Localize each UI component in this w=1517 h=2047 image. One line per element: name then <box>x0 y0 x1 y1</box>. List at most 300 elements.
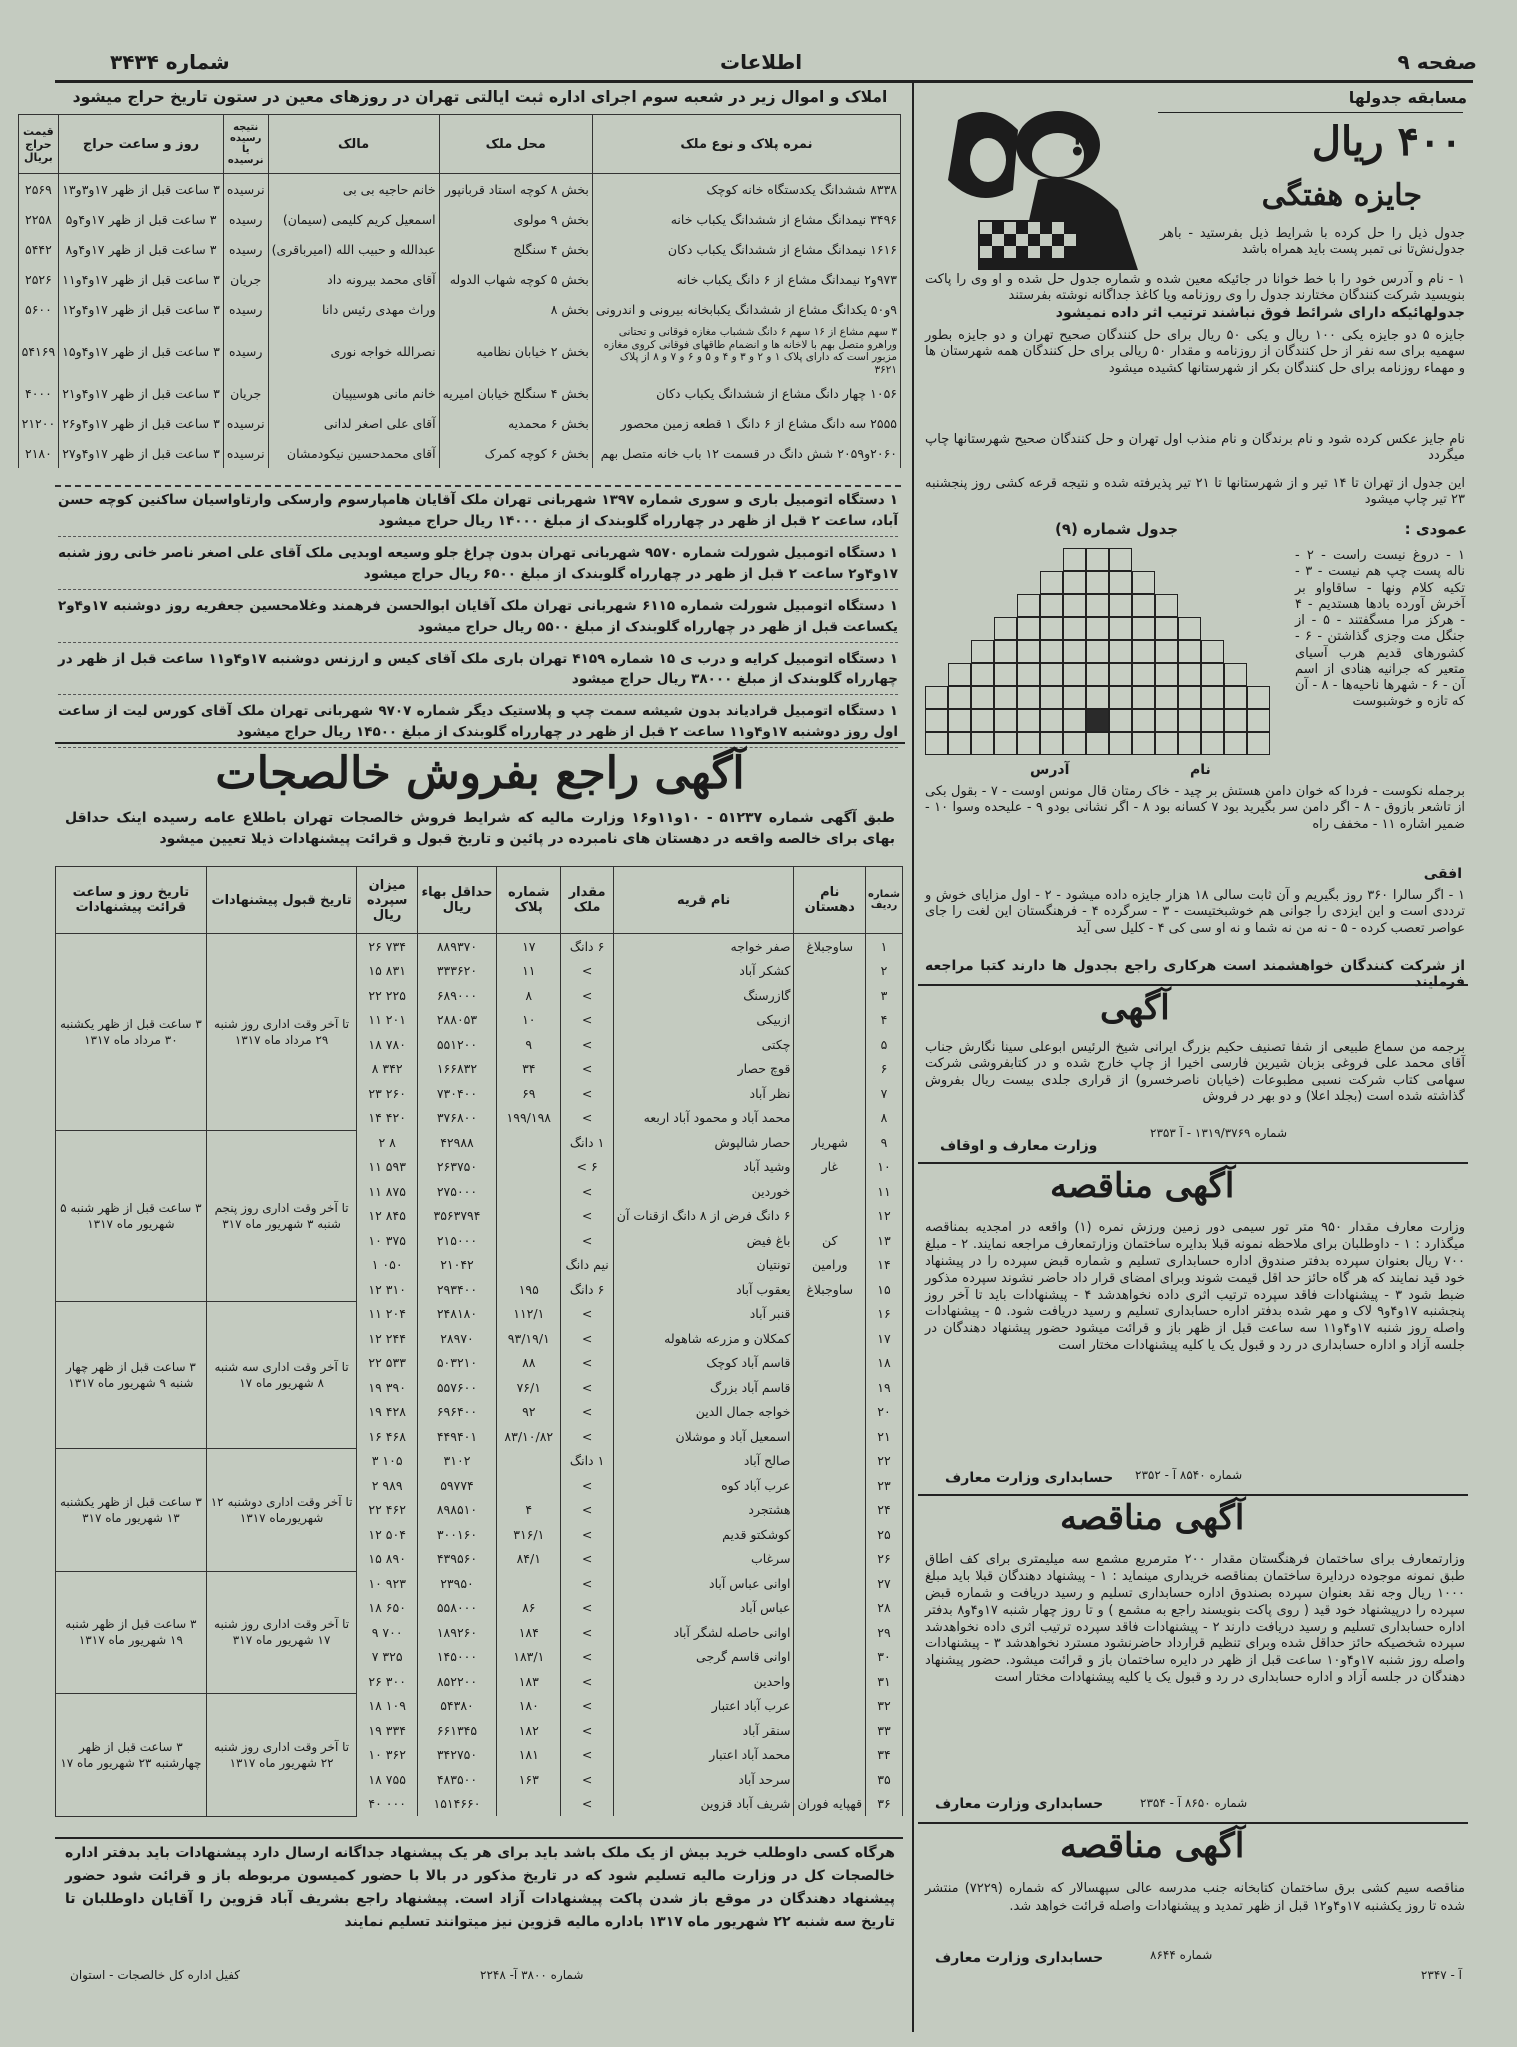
crossword-cell[interactable] <box>1132 663 1155 686</box>
crossword-cell[interactable] <box>1017 594 1040 617</box>
crossword-cell[interactable] <box>1155 686 1178 709</box>
khalesejat-cell: ۳۲ <box>866 1694 903 1719</box>
crossword-cell[interactable] <box>1086 548 1109 571</box>
khalesejat-date-read: ۳ ساعت قبل از ظهر چهارشنبه ۲۳ شهریور ماه ۱۷ <box>56 1694 207 1817</box>
crossword-cell[interactable] <box>1247 686 1270 709</box>
khalesejat-cell: عباس آباد <box>613 1596 794 1621</box>
khalesejat-cell <box>794 1032 866 1057</box>
khalesejat-cell: ۷۵۵ ۱۸ <box>357 1767 417 1792</box>
khalesejat-cell: ۲۶۰ ۲۳ <box>357 1081 417 1106</box>
property-cell: ۴۰۰۰ <box>18 378 59 408</box>
khalesejat-cell: نیم دانگ <box>561 1253 613 1278</box>
khalesejat-cell: > <box>561 1620 613 1645</box>
khalesejat-cell <box>497 1792 561 1817</box>
crossword-cell[interactable] <box>1178 709 1201 732</box>
khalesejat-cell: ۸۶ <box>497 1596 561 1621</box>
khalesejat-cell <box>794 959 866 984</box>
name-field-label: نام <box>1190 762 1211 778</box>
khalesejat-cell: ۷۶/۱ <box>497 1375 561 1400</box>
khalesejat-cell: > <box>561 1228 613 1253</box>
khalesejat-cell: ۳۳۳۶۲۰ <box>417 959 496 984</box>
property-cell: ۲۵۵۵ سه دانگ مشاع از ۶ دانگ ۱ قطعه زمین محصور <box>592 408 900 438</box>
crossword-cell[interactable] <box>1063 686 1086 709</box>
notice1-title: آگهی <box>1100 988 1170 1028</box>
khalesejat-cell <box>794 1008 866 1033</box>
khalesejat-cell: ۲۷۵۰۰۰ <box>417 1179 496 1204</box>
property-cell: عبدالله و حبیب الله (امیرباقری) <box>268 234 439 264</box>
crossword-cell[interactable] <box>1040 571 1063 594</box>
crossword-cell[interactable] <box>1086 709 1109 732</box>
crossword-cell[interactable] <box>1040 709 1063 732</box>
khalesejat-cell: ۲۰۱ ۱۱ <box>357 1008 417 1033</box>
crossword-cell[interactable] <box>1086 640 1109 663</box>
crossword-cell[interactable] <box>1132 594 1155 617</box>
crossword-cell[interactable] <box>1178 663 1201 686</box>
crossword-cell[interactable] <box>971 732 994 755</box>
crossword-cell[interactable] <box>994 640 1017 663</box>
notice2-ref: شماره ۸۵۴۰ آ - ۲۳۵۲ <box>1135 1468 1243 1482</box>
property-cell: ۸۳۳۸ ششدانگ یکدستگاه خانه کوچک <box>592 174 900 205</box>
khalesejat-cell <box>794 1743 866 1768</box>
property-cell: ۳ ساعت قبل از ظهر ۱۷و۳و۱۳ <box>59 174 224 205</box>
khalesejat-cell: ۲۵ <box>866 1522 903 1547</box>
khalesejat-cell: اسمعیل آباد و موشلان <box>613 1424 794 1449</box>
khalesejat-cell: ۳۱ <box>866 1669 903 1694</box>
khalesejat-cell: ۱۵۱۴۶۶۰ <box>417 1792 496 1817</box>
vertical-clues: ۱ - دروغ نیست راست - ۲ - ناله پست چپ هم نیست - ۳ - تکیه کلام ونها - ساقاواو بر آخرش آورده بادها هستدیم - ۴ - هرکز مرا مسگفتند - ۵ - از جنگل مت وجزی گذاشتن - ۶ - کشورهای قدیم هرب آسیای متعیر که جرانیه هنادی از اسم آن - ۶ - شهرها ناحیه‌ها - ۸ - آن که تازه و خوشبوست <box>1295 548 1466 710</box>
property-cell: رسیده <box>223 204 268 234</box>
rule-1 <box>918 984 1468 986</box>
khalesejat-cell: ۴ <box>866 1008 903 1033</box>
crossword-cell[interactable] <box>1017 640 1040 663</box>
vehicle-item: ۱ دستگاه اتومبیل باری و سوری شماره ۱۳۹۷ شهربانی تهران ملک آقایان هامپارسوم وارسکی وارتاواسیان ساکنین کوچه حسن آباد، ساعت ۲ قبل از ظهر در چهارراه گلوبندک از مبلغ ۱۴۰۰۰ ریال حراج میشود <box>58 490 898 537</box>
khalesejat-cell: ۸۹۰ ۱۵ <box>357 1547 417 1572</box>
property-cell: ۳ ساعت قبل از ظهر ۱۷و۴و۱۵ <box>59 324 224 378</box>
khalesejat-date-accept: تا آخر وقت اداری دوشنبه ۱۲ شهریورماه ۱۳۱۷ <box>206 1449 357 1572</box>
vehicle-item: ۱ دستگاه اتومبیل شورلت شماره ۹۵۷۰ شهربانی تهران بدون چراغ جلو وسیعه اوبدیی ملک آقای علی اصغر ناصر خانی روز شنبه ۱۷و۴و۲ ساعت ۲ قبل از ظهر در چهارراه گلوبندک از مبلغ ۶۵۰۰ ریال حراج میشود <box>58 543 898 590</box>
khalesejat-cell <box>794 1669 866 1694</box>
crossword-cell[interactable] <box>1201 640 1224 663</box>
crossword-cell[interactable] <box>1086 686 1109 709</box>
crossword-cell[interactable] <box>1017 686 1040 709</box>
khalesejat-cell: ۴۶۸ ۱۶ <box>357 1424 417 1449</box>
crossword-cell[interactable] <box>1224 709 1247 732</box>
khalesejat-date-read: ۳ ساعت قبل از ظهر شنبه ۱۹ شهریور ماه ۱۳۱۷ <box>56 1571 207 1694</box>
property-cell: ۳ سهم مشاع از ۱۶ سهم ۶ دانگ ششباب مغازه فوقانی و تحتانی وراهرو متصل بهم با لاخانه ها و انضمام طاقهای فوقانی کروی مغازه مزبور است که دارای پلاک ۱ و ۲ و ۳ و ۴ و ۵ و ۶ و ۷ و ۸ از پلاک ۳۶۲۱ <box>592 324 900 378</box>
khalesejat-cell: ۵۰۴ ۱۲ <box>357 1522 417 1547</box>
col-plate: نمره پلاک و نوع ملک <box>592 115 900 174</box>
crossword-cell[interactable] <box>948 709 971 732</box>
notice2-title: آگهی مناقصه <box>1050 1166 1235 1206</box>
khalesejat-cell: ۱۸۹۲۶۰ <box>417 1620 496 1645</box>
notice4-ref: شماره ۸۶۴۴ <box>1150 1948 1213 1962</box>
khalesejat-cell: > <box>561 1351 613 1376</box>
property-cell: بخش ۵ کوچه شهاب الدوله <box>439 264 592 294</box>
property-cell: ۳ ساعت قبل از ظهر ۱۷و۴و۲۶ <box>59 408 224 438</box>
crossword-cell[interactable] <box>1063 732 1086 755</box>
khalesejat-cell: ۳۱۰۲ <box>417 1449 496 1474</box>
property-cell: ۲۰۶۰و۲۰۵۹ شش دانگ در قسمت ۱۲ باب خانه متصل بهم <box>592 438 900 468</box>
crossword-cell[interactable] <box>1155 663 1178 686</box>
col-owner: مالک <box>268 115 439 174</box>
khalesejat-cell: ۵۵۱۲۰۰ <box>417 1032 496 1057</box>
khalesejat-cell: محمد آباد و محمود آباد اربعه <box>613 1106 794 1131</box>
crossword-cell[interactable] <box>971 709 994 732</box>
khalesejat-cell: ۹ <box>497 1032 561 1057</box>
crossword-cell[interactable] <box>1155 640 1178 663</box>
crossword-cell[interactable] <box>1247 709 1270 732</box>
khalesejat-cell: ۱۴ <box>866 1253 903 1278</box>
col-read-date: تاریخ روز و ساعت قرائت پیشنهادات <box>56 867 207 934</box>
khalesejat-cell: ۱۷ <box>497 934 561 959</box>
khalesejat-cell <box>794 1326 866 1351</box>
property-row <box>18 174 900 205</box>
khalesejat-cell: واحدین <box>613 1669 794 1694</box>
khalesejat-cell: ۳۰ <box>866 1645 903 1670</box>
khalesejat-cell: ۱ <box>866 934 903 959</box>
crossword-cell[interactable] <box>1155 594 1178 617</box>
khalesejat-cell <box>794 1204 866 1229</box>
chess-illustration <box>918 100 1158 278</box>
khalesejat-cell: ۱۶ <box>866 1302 903 1327</box>
khalesejat-cell: ۲۴۴ ۱۲ <box>357 1326 417 1351</box>
puzzle-prize-text: جایزه ۵ دو جایزه یکی ۱۰۰ ریال و یکی ۵۰ ریال برای حل کنندگان صحیح تهران و دو جایزه بطور سهمیه برای سه نفر از حل کنندگان از روزنامه و مقدار ۵۰ ریالی برای حل کنندگان همه شهرستان ها و مهماء روزنامه برای حل کنندگان بکر از شهرستانها کشیده میشود <box>925 328 1466 376</box>
khalesejat-cell: ۳۷۵ ۱۰ <box>357 1228 417 1253</box>
khalesejat-cell: ۰۵۰ ۱ <box>357 1253 417 1278</box>
khalesejat-cell: ۹۲۳ ۱۰ <box>357 1571 417 1596</box>
col-row-no: شماره ردیف <box>866 867 903 934</box>
property-cell: ۹و۵۰ یکدانگ مشاع از ششدانگ یکبابخانه بیرونی و اندرونی <box>592 294 900 324</box>
khalesejat-cell: ۳۵ <box>866 1767 903 1792</box>
property-table <box>18 114 901 468</box>
vehicle-item: ۱ دستگاه اتومبیل قرادیاند بدون شیشه سمت چپ و پلاستیک دیگر شماره ۹۷۰۷ شهربانی تهران ملک آقای کورس لیت از ساعت اول روز دوشنبه ۱۷و۴و۱۱ ساعت ۲ قبل از ظهر در چهارراه گلوبندک از مبلغ ۱۴۵۰۰ ریال حراج میشود <box>58 701 898 748</box>
khalesejat-cell: ۷۰۰ ۹ <box>357 1620 417 1645</box>
vehicle-list <box>58 490 898 754</box>
khalesejat-cell <box>497 1155 561 1180</box>
khalesejat-signature: کفیل اداره کل خالصجات - استوان <box>70 1968 240 1982</box>
property-cell: ۵۶۰۰ <box>18 294 59 324</box>
property-cell: ۲۵۲۶ <box>18 264 59 294</box>
crossword-cell[interactable] <box>1040 686 1063 709</box>
property-row <box>18 408 900 438</box>
khalesejat-cell: > <box>561 1057 613 1082</box>
crossword-cell[interactable] <box>1109 640 1132 663</box>
khalesejat-cell: قوچ حصار <box>613 1057 794 1082</box>
crossword-cell[interactable] <box>1155 709 1178 732</box>
crossword-cell[interactable] <box>1132 732 1155 755</box>
khalesejat-cell <box>794 1106 866 1131</box>
horizontal-label: افقی <box>1423 866 1462 882</box>
khalesejat-cell: > <box>561 1375 613 1400</box>
notice3-title: آگهی مناقصه <box>1060 1498 1245 1538</box>
khalesejat-cell: ۲۷ <box>866 1571 903 1596</box>
crossword-cell[interactable] <box>1086 732 1109 755</box>
khalesejat-cell: کمکلان و مزرعه شاهوله <box>613 1326 794 1351</box>
crossword-cell[interactable] <box>1224 663 1247 686</box>
property-cell: ۲۵۶۹ <box>18 174 59 205</box>
khalesejat-cell: ۱۰ <box>866 1155 903 1180</box>
property-cell: آقای محمدحسین نیکودمشان <box>268 438 439 468</box>
khalesejat-cell <box>794 1057 866 1082</box>
crossword-cell[interactable] <box>1086 594 1109 617</box>
crossword-cell[interactable] <box>1063 594 1086 617</box>
crossword-cell[interactable] <box>1132 640 1155 663</box>
crossword-cell[interactable] <box>1063 709 1086 732</box>
khalesejat-cell: ۳۱۰ ۱۲ <box>357 1277 417 1302</box>
crossword-cell[interactable] <box>1132 686 1155 709</box>
property-cell: وراث مهدی رئیس دانا <box>268 294 439 324</box>
khalesejat-cell: کوشکتو قدیم <box>613 1522 794 1547</box>
khalesejat-intro: طبق آگهی شماره ۵۱۲۳۷ - ۱۰و۱۱و۱۶ وزارت مالیه که شرایط فروش خالصجات تهران باطلاع عامه رسیده اینک حداقل بهای برای خالصه واقعه در دهستان های نامبرده در پائین و تاریخ قبول و قرائت پیشنهادات ذیلا تعیین میشود <box>65 810 895 847</box>
khalesejat-cell <box>794 1522 866 1547</box>
khalesejat-cell: گازرسنگ <box>613 983 794 1008</box>
khalesejat-cell: ۲۱۰۴۲ <box>417 1253 496 1278</box>
property-cell: ۵۴۴۲ <box>18 234 59 264</box>
khalesejat-cell: ۱۹۹/۱۹۸ <box>497 1106 561 1131</box>
crossword-cell[interactable] <box>1247 732 1270 755</box>
page-number: صفحه ۹ <box>1397 50 1477 74</box>
property-cell: بخش ۸ کوچه استاد قربانپور <box>439 174 592 205</box>
crossword-cell[interactable] <box>1017 617 1040 640</box>
crossword-cell[interactable] <box>1109 571 1132 594</box>
khalesejat-cell: > <box>561 1669 613 1694</box>
khalesejat-cell <box>794 1351 866 1376</box>
crossword-cell[interactable] <box>948 663 971 686</box>
crossword-cell[interactable] <box>1201 732 1224 755</box>
khalesejat-cell: ۰۰۰ ۴۰ <box>357 1792 417 1817</box>
crossword-cell[interactable] <box>1063 617 1086 640</box>
khalesejat-cell: ۱۱ <box>497 959 561 984</box>
col-price: قیمت حراج بریال <box>18 115 59 174</box>
khalesejat-cell: خوردین <box>613 1179 794 1204</box>
property-cell: نصرالله خواجه نوری <box>268 324 439 378</box>
khalesejat-cell: > <box>561 1302 613 1327</box>
khalesejat-cell: ۶۵۰ ۱۸ <box>357 1596 417 1621</box>
khalesejat-cell: باغ فیض <box>613 1228 794 1253</box>
khalesejat-date-read: ۳ ساعت قبل از ظهر یکشنبه ۳۰ مرداد ماه ۱۳۱۷ <box>56 934 207 1131</box>
crossword-cell[interactable] <box>1017 709 1040 732</box>
crossword-cell[interactable] <box>925 709 948 732</box>
khalesejat-row <box>56 934 903 959</box>
khalesejat-cell: > <box>561 1522 613 1547</box>
crossword-cell[interactable] <box>994 709 1017 732</box>
crossword-cell[interactable] <box>1178 617 1201 640</box>
crossword-cell[interactable] <box>971 663 994 686</box>
crossword-grid[interactable] <box>925 548 1285 758</box>
col-district: نام دهستان <box>794 867 866 934</box>
khalesejat-cell: ۶۶۱۳۴۵ <box>417 1718 496 1743</box>
khalesejat-cell <box>794 1081 866 1106</box>
crossword-cell[interactable] <box>994 617 1017 640</box>
property-cell: ۱۶۱۶ نیمدانگ مشاع از ششدانگ یکباب دکان <box>592 234 900 264</box>
crossword-cell[interactable] <box>1063 548 1086 571</box>
property-row <box>18 294 900 324</box>
khalesejat-cell: ۲۴۸۱۸۰ <box>417 1302 496 1327</box>
col-auction-date: روز و ساعت حراج <box>59 115 224 174</box>
khalesejat-cell: ۲۶۳۷۵۰ <box>417 1155 496 1180</box>
crossword-cell[interactable] <box>1178 686 1201 709</box>
property-cell: ۲۱۲۰۰ <box>18 408 59 438</box>
property-cell: جریان <box>223 378 268 408</box>
crossword-cell[interactable] <box>994 732 1017 755</box>
crossword-cell[interactable] <box>1040 663 1063 686</box>
property-cell: ۱۰۵۶ چهار دانگ مشاع از ششدانگ یکباب دکان <box>592 378 900 408</box>
property-cell: خانم حاجیه بی بی <box>268 174 439 205</box>
crossword-cell[interactable] <box>994 663 1017 686</box>
khalesejat-cell: ۱۸۲ <box>497 1718 561 1743</box>
crossword-cell[interactable] <box>1109 732 1132 755</box>
khalesejat-cell: > <box>561 959 613 984</box>
khalesejat-cell: > <box>561 1596 613 1621</box>
crossword-cell[interactable] <box>1109 594 1132 617</box>
notice3-body: وزارتمعارف برای ساختمان فرهنگستان مقدار ۲۰۰ مترمربع مشمع سه میلیمتری برای کف اطاق طبق نمونه موجوده دردایرة ساختمان بمناقصه خریداری مینماید : ۱ - پیشنهاد دهندگان قبلا باید مبلغ ۱۰۰۰ ریال وجه نقد بعنوان سپرده بصندوق اداره حسابداری تسلیم و رسید دریافت و شماره قبض سپرده را درپیشنهاد خود قید ( روی پاکت بنویسند راجع به مشمع ) و تا روز چهار شنبه ۱۷و۴و۸ بدفتر اداره حسابداری تسلیم و رسید دریافت دارند ۲ - پیشنهادات فاقد سپرده ترتیب اثری داده نخواهدشد سپرده شخصیکه حائز حداقل شده وبرای تنظیم قرارداد حاضرنشود مسترد نخواهدشد ۳ - پیشنهادات واصله روز شنبه ۱۷و۴و۱۰ ساعت قبل از ظهر در دایره ساختمان باز و قرائت میشود. حضور پیشنهاد دهندگان در جلسه آزاد و اداره حسابداری در رد و قبول یک یا کلیه پیشنهادات مختار است <box>925 1552 1466 1686</box>
crossword-cell[interactable] <box>1178 732 1201 755</box>
crossword-cell[interactable] <box>1063 663 1086 686</box>
crossword-cell[interactable] <box>1109 686 1132 709</box>
khalesejat-cell: ۲۰۴ ۱۱ <box>357 1302 417 1327</box>
khalesejat-table-bottom <box>55 1837 903 1839</box>
property-cell: ۳ ساعت قبل از ظهر ۱۷و۴و۲۱ <box>59 378 224 408</box>
crossword-cell[interactable] <box>1109 548 1132 571</box>
khalesejat-cell: ۶ دانگ فرض از ۸ دانگ ازقنات آن <box>613 1204 794 1229</box>
crossword-cell[interactable] <box>1040 640 1063 663</box>
khalesejat-cell: ۴۸۳۵۰۰ <box>417 1767 496 1792</box>
crossword-cell[interactable] <box>1109 617 1132 640</box>
khalesejat-cell <box>794 1694 866 1719</box>
khalesejat-date-read: ۳ ساعت قبل از ظهر یکشنبه ۱۳ شهریور ماه ۳۱۷ <box>56 1449 207 1572</box>
khalesejat-cell: > <box>561 1547 613 1572</box>
khalesejat-cell: ۱۳ <box>866 1228 903 1253</box>
crossword-cell[interactable] <box>971 640 994 663</box>
crossword-cell[interactable] <box>1063 571 1086 594</box>
khalesejat-cell: ۲۰ <box>866 1400 903 1425</box>
crossword-cell[interactable] <box>1201 663 1224 686</box>
khalesejat-cell: ۱۹۵ <box>497 1277 561 1302</box>
khalesejat-cell: > <box>561 1718 613 1743</box>
notice4-ref2: آ - ۲۳۴۷ <box>1420 1968 1462 1982</box>
khalesejat-cell: عرب آباد اعتبار <box>613 1694 794 1719</box>
khalesejat-cell: ۲۱۵۰۰۰ <box>417 1228 496 1253</box>
property-cell: ۲۲۵۸ <box>18 204 59 234</box>
khalesejat-cell: ۹۳/۱۹/۱ <box>497 1326 561 1351</box>
khalesejat-cell: هشتجرد <box>613 1498 794 1523</box>
puzzle-intro: جدول ذیل را حل کرده با شرایط ذیل بفرستید - باهر جدول‌نش‌تا نی تمبر پست باید همراه باشد <box>1160 226 1465 258</box>
crossword-cell[interactable] <box>1132 709 1155 732</box>
khalesejat-cell: ۴۲۹۸۸ <box>417 1130 496 1155</box>
khalesejat-cell: ۷ <box>866 1081 903 1106</box>
crossword-cell[interactable] <box>948 686 971 709</box>
property-cell: بخش ۹ مولوی <box>439 204 592 234</box>
khalesejat-cell: حصار شالپوش <box>613 1130 794 1155</box>
khalesejat-cell: ۳۱۶/۱ <box>497 1522 561 1547</box>
crossword-cell[interactable] <box>1224 686 1247 709</box>
khalesejat-cell: محمد آباد اعتبار <box>613 1743 794 1768</box>
crossword-cell[interactable] <box>994 686 1017 709</box>
khalesejat-cell: ۲ <box>866 959 903 984</box>
crossword-cell[interactable] <box>1040 617 1063 640</box>
khalesejat-cell <box>794 1400 866 1425</box>
crossword-cell[interactable] <box>1086 571 1109 594</box>
crossword-cell[interactable] <box>1224 732 1247 755</box>
khalesejat-cell: قهپایه فوران <box>794 1792 866 1817</box>
crossword-cell[interactable] <box>971 686 994 709</box>
crossword-cell[interactable] <box>1132 571 1155 594</box>
prize-label: جایزه هفتگی <box>1261 178 1422 213</box>
khalesejat-cell: > <box>561 1498 613 1523</box>
col-location: محل ملک <box>439 115 592 174</box>
khalesejat-date-accept: تا آخر وقت اداری روز شنبه ۱۷ شهریور ماه ۳۱۷ <box>206 1571 357 1694</box>
khalesejat-cell: وشید آباد <box>613 1155 794 1180</box>
crossword-cell[interactable] <box>925 732 948 755</box>
crossword-cell[interactable] <box>948 732 971 755</box>
crossword-cell[interactable] <box>1132 617 1155 640</box>
khalesejat-cell: نظر آباد <box>613 1081 794 1106</box>
crossword-cell[interactable] <box>1063 640 1086 663</box>
puzzle-rules: ۱ - نام و آدرس خود را با خط خوانا در جائیکه معین شده و شماره جدول حل شده و او وی را پاکت بنویسید شرکت کنندگان مختارند جدول را وی روزنامه ویا کاغذ جداگانه نوشته بفرستند <box>925 272 1465 304</box>
notice2-body: وزارت معارف مقدار ۹۵۰ متر تور سیمی دور زمین ورزش نمره (۱) واقعه در امجدیه بمناقصه میگذارد : ۱ - داوطلبان برای ملاحظه نمونه قبلا بدایره ساختمان وزارتمعارف مراجعه نمایند. ۲ - مبلغ ۷۰۰ ریال بعنوان سپرده بدفتر صندوق اداره حسابداری تسلیم و شماره قبض سپرده را در پیشنهاد خود قید نمایند که هر گاه حائز حد اقل قیمت شوند وبرای امضای قرار داد حاضر نشوند سپرده مذکور ضبط شود ۳ - پیشنهادات فاقد سپرده ترتیب اثری داده نخواهدشد ۴ - پیشنهادات باید تا آخر روز پنجشنبه ۱۷و۴و۹ لاک و مهر شده بدفتر اداره حسابداری تسلیم و رسید دریافت شود. ۵ - پیشنهادات واصله روز شنبه ۱۷و۴و۱۱ سه ساعت قبل از ظهر باز و قرائت میشود حضور پیشنهاد دهندگان در جلسه آزاد و اداره حسابداری در رد و قبول یک یا کلیه پیشنهادات مختار است <box>925 1220 1466 1354</box>
notice1-body: برجمه من سماع طبیعی از شفا تصنیف حکیم بزرگ ایرانی شیخ الرئیس ابوعلی سینا نگارش جناب آقای محمد علی فروغی بزبان شیرین فارسی اخیرا از چاپ خارج شده و در کتابفروشی شرکت سهامی کتاب شرکت نسبی مطبوعات (خیابان ناصرخسرو) از قراری جلدی بیست ریال بفروش گذاشته شده است (بجلد اعلا) و دو بهر در فروش <box>925 1040 1465 1104</box>
khalesejat-title: آگهی راجع بفروش خالصجات <box>215 748 745 799</box>
khalesejat-cell <box>794 1179 866 1204</box>
khalesejat-cell: ۶ > <box>561 1155 613 1180</box>
crossword-cell[interactable] <box>1086 663 1109 686</box>
khalesejat-cell: ۸ <box>497 983 561 1008</box>
khalesejat-cell: ۲۳ <box>866 1473 903 1498</box>
khalesejat-cell: ۴ <box>497 1498 561 1523</box>
khalesejat-cell: یعقوب آباد <box>613 1277 794 1302</box>
crossword-cell[interactable] <box>1040 732 1063 755</box>
khalesejat-cell: ۳۷۶۸۰۰ <box>417 1106 496 1131</box>
khalesejat-cell: ۷۸۰ ۱۸ <box>357 1032 417 1057</box>
khalesejat-cell: > <box>561 1400 613 1425</box>
crossword-cell[interactable] <box>925 686 948 709</box>
khalesejat-cell <box>497 1228 561 1253</box>
crossword-cell[interactable] <box>1017 732 1040 755</box>
property-cell: خانم مانی هوسیپیان <box>268 378 439 408</box>
crossword-cell[interactable] <box>1201 686 1224 709</box>
crossword-cell[interactable] <box>1155 617 1178 640</box>
khalesejat-cell: ۵۳۳ ۲۲ <box>357 1351 417 1376</box>
khalesejat-cell: ۶ دانگ <box>561 1277 613 1302</box>
khalesejat-cell: ۳۳ <box>866 1718 903 1743</box>
notice1-signature: وزارت معارف و اوقاف <box>940 1138 1098 1154</box>
crossword-cell[interactable] <box>1040 594 1063 617</box>
crossword-cell[interactable] <box>1178 640 1201 663</box>
crossword-cell[interactable] <box>1017 663 1040 686</box>
crossword-cell[interactable] <box>1086 617 1109 640</box>
khalesejat-cell: ۱۰۹ ۱۸ <box>357 1694 417 1719</box>
khalesejat-cell: ۱ دانگ <box>561 1130 613 1155</box>
khalesejat-cell: > <box>561 1179 613 1204</box>
khalesejat-cell: ۹ <box>866 1130 903 1155</box>
khalesejat-cell <box>794 983 866 1008</box>
crossword-cell[interactable] <box>1109 663 1132 686</box>
khalesejat-cell: ۳۲۵ ۷ <box>357 1645 417 1670</box>
crossword-cell[interactable] <box>1109 709 1132 732</box>
khalesejat-cell: ۳۴۲ ۸ <box>357 1057 417 1082</box>
crossword-cell[interactable] <box>1155 732 1178 755</box>
crossword-cell[interactable] <box>1201 709 1224 732</box>
puzzle-winners: نام جایز عکس کرده شود و نام برندگان و نام منذب اول تهران و حل کنندگان صحیح شهرستانها چاپ میگردد <box>925 432 1465 464</box>
khalesejat-cell: ۷۳۴ ۲۶ <box>357 934 417 959</box>
khalesejat-cell <box>794 1375 866 1400</box>
property-row <box>18 264 900 294</box>
khalesejat-cell: ۶ <box>866 1057 903 1082</box>
property-cell: بخش ۶ محمدیه <box>439 408 592 438</box>
property-row <box>18 378 900 408</box>
khalesejat-cell: تونتیان <box>613 1253 794 1278</box>
khalesejat-cell: ۵ <box>866 1032 903 1057</box>
